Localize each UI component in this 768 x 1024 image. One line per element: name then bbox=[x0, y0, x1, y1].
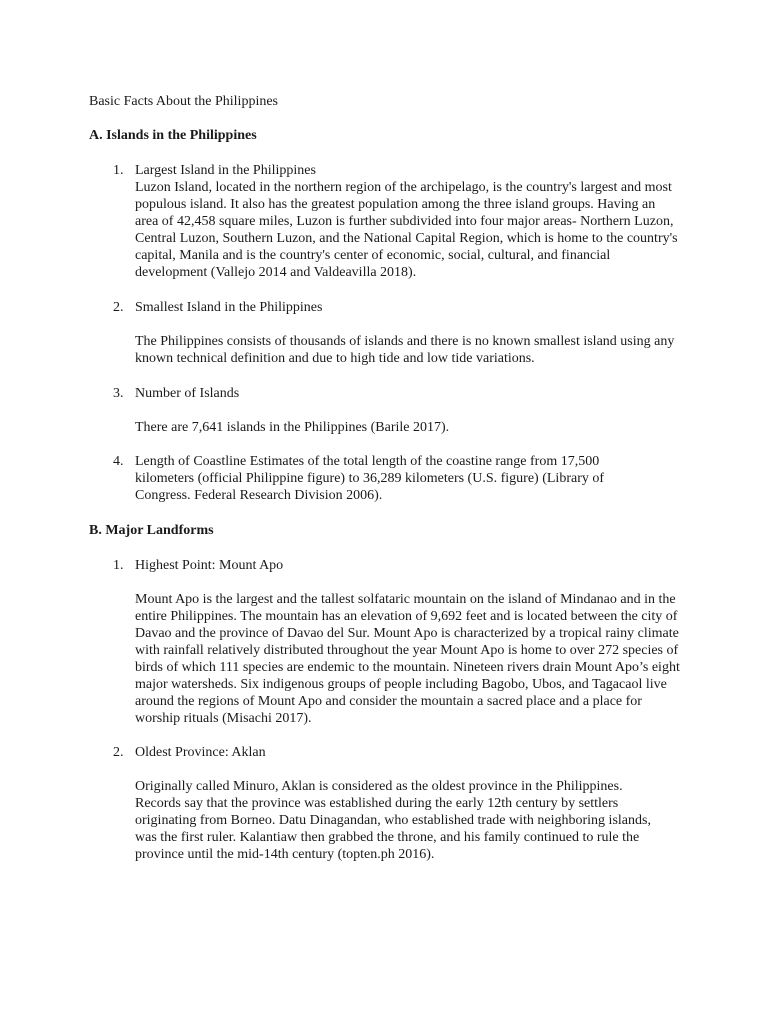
list-item-body bbox=[135, 333, 680, 367]
list-number: 2. bbox=[113, 300, 124, 315]
list-item-body bbox=[135, 179, 680, 281]
paragraph: Length of Coastline Estimates of the total length of the coastine range from 17,500 kilometers (official Philippine figure) to 36,289 kilometers (U.S. figure) (Library of Congress. Federal Research Division 2006). bbox=[135, 454, 605, 503]
list-item-title: Number of Islands bbox=[135, 386, 240, 401]
list-item-body bbox=[135, 419, 680, 436]
list-item-title: Highest Point: Mount Apo bbox=[135, 558, 284, 573]
list-item-body bbox=[135, 591, 680, 727]
list-number: 1. bbox=[113, 163, 124, 178]
list-number: 3. bbox=[113, 386, 124, 401]
list-number: 2. bbox=[113, 745, 124, 760]
paragraph: Mount Apo is the largest and the tallest solfataric mountain on the island of Mindanao and in the entire Philippines. The mountain has an elevation of 9,692 feet and is located between the city of Davao and the province of Davao del Sur. Mount Apo is characterized by a tropical rainy climate with rainfall relatively distributed throughout the year Mount Apo is home to over 272 species of birds of which 111 species are endemic to the mountain. Nineteen rivers drain Mount Apo’s eight major watersheds. Six indigenous groups of people including Bagobo, Ubos, and Tagacaol live around the regions of Mount Apo and consider the mountain a sacred place and a place for worship rituals (Misachi 2017). bbox=[135, 592, 680, 726]
section-heading-islands: A. Islands in the Philippines bbox=[89, 128, 257, 143]
list-number: 4. bbox=[113, 454, 124, 469]
list-item-title: Largest Island in the Philippines bbox=[135, 163, 316, 178]
list-item-title: Smallest Island in the Philippines bbox=[135, 300, 323, 315]
paragraph: Originally called Minuro, Aklan is considered as the oldest province in the Philippines. Records say that the province was established during the early 12th century by settlers originating from Borneo. Datu Dinagandan, who established trade with neighboring islands, was the first ruler. Kalantiaw then grabbed the throne, and his family continued to rule the province until the mid-14th century (topten.ph 2016). bbox=[135, 779, 651, 862]
paragraph: Luzon Island, located in the northern region of the archipelago, is the country's largest and most populous island. It also has the greatest population among the three island groups. Having an area of 42,458 square miles, Luzon is further subdivided into four major areas- Northern Luzon, Central Luzon, Southern Luzon, and the National Capital Region, which is home to the country's capital, Manila and is the country's center of economic, social, cultural, and financial development (Vallejo 2014 and Valdeavilla 2018). bbox=[135, 180, 678, 280]
section-heading-landforms: B. Major Landforms bbox=[89, 523, 214, 538]
list-item-body bbox=[135, 453, 655, 504]
paragraph: The Philippines consists of thousands of islands and there is no known smallest island using any known technical definition and due to high tide and low tide variations. bbox=[135, 334, 675, 366]
list-item-title: Oldest Province: Aklan bbox=[135, 745, 266, 760]
document-title: Basic Facts About the Philippines bbox=[89, 94, 278, 109]
list-number: 1. bbox=[113, 558, 124, 573]
list-item-body bbox=[135, 778, 663, 863]
paragraph: There are 7,641 islands in the Philippines (Barile 2017). bbox=[135, 420, 450, 435]
